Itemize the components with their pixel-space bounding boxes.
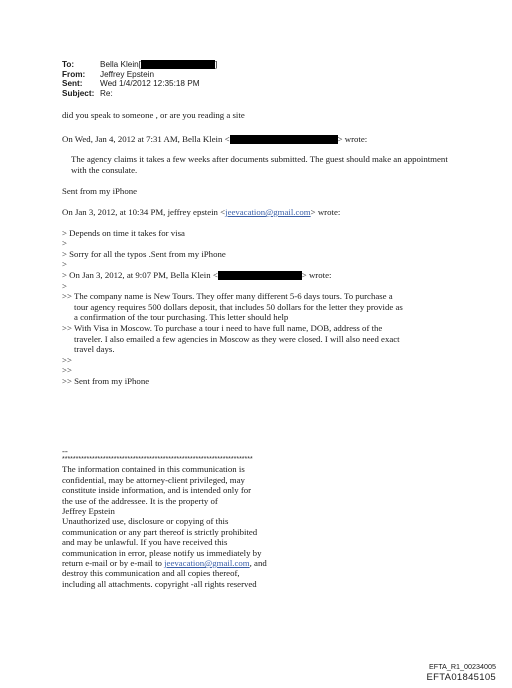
- double-quoted-line: a confirmation of the tour purchasing. This letter should help: [74, 312, 289, 323]
- email-link[interactable]: jeevacation@gmail.com: [164, 558, 250, 569]
- signature-block: [62, 446, 362, 589]
- disclaimer-line: including all attachments. copyright -all rights reserved: [62, 578, 257, 589]
- sent-row: [62, 79, 217, 89]
- sent-from-iphone: Sent from my iPhone: [62, 186, 138, 197]
- redaction-box: [230, 135, 338, 144]
- disclaimer-line: and may be unlawful. If you have received this: [62, 537, 228, 548]
- email-body: [62, 110, 452, 386]
- disclaimer-line: destroy this communication and all copies thereof,: [62, 568, 240, 579]
- signature-stars: **********************************************************************: [62, 456, 253, 464]
- from-value: Jeffrey Epstein: [100, 69, 155, 79]
- to-row: [62, 60, 217, 70]
- redaction-box: [218, 271, 302, 280]
- quoted-header-end: > wrote:: [301, 269, 332, 280]
- to-label: To:: [62, 60, 75, 69]
- quoted-header-text: > On Jan 3, 2012, at 9:07 PM, Bella Klein <: [62, 269, 218, 280]
- disclaimer-line: constitute inside information, and is intended only for: [62, 485, 252, 496]
- quote-header-2-text: On Jan 3, 2012, at 10:34 PM, jeffrey epstein <: [62, 206, 226, 217]
- double-quoted-line: tour agency requires 500 dollars deposit, that includes 50 dollars for the letter they provide as: [74, 301, 403, 312]
- quote-header-1-end: > wrote:: [337, 133, 368, 144]
- email-link[interactable]: jeevacation@gmail.com: [225, 206, 311, 217]
- subject-label: Subject:: [62, 88, 95, 98]
- disclaimer-line: confidential, may be attorney-client privileged, may: [62, 474, 245, 485]
- double-quoted-line: traveler. I also emailed a few agencies in Moscow as they were closed. I will also need exact: [74, 333, 400, 344]
- signature-dashes: --: [62, 446, 68, 456]
- subject-value: Re:: [100, 88, 113, 98]
- quoted-line: > Depends on time it takes for visa: [62, 227, 185, 238]
- double-quoted-line: >>: [62, 354, 72, 365]
- quoted-line: [62, 270, 452, 281]
- disclaimer-line: communication or any part thereof is strictly prohibited: [62, 526, 258, 537]
- from-label: From:: [62, 69, 86, 79]
- bates-id-small: EFTA_R1_00234005: [429, 662, 496, 671]
- disclaimer-line: communication in error, please notify us immediately by: [62, 547, 262, 558]
- disclaimer-return-text: return e-mail or by e-mail to: [62, 558, 165, 569]
- subject-row: [62, 89, 217, 99]
- disclaimer-line: the use of the addressee. It is the property of: [62, 495, 218, 506]
- bates-id: EFTA01845105: [426, 672, 496, 683]
- double-quoted-line: travel days.: [74, 344, 115, 355]
- double-quoted-line: >> Sent from my iPhone: [62, 375, 150, 386]
- disclaimer-line: The information contained in this communication is: [62, 464, 245, 475]
- quote-header-2: [62, 207, 452, 218]
- quoted-line: >: [62, 259, 67, 270]
- double-quoted-line: >> With Visa in Moscow. To purchase a tour i need to have full name, DOB, address of the: [62, 322, 383, 333]
- redaction-box: [141, 60, 218, 69]
- quoted-line: >: [62, 280, 67, 291]
- agency-paragraph: The agency claims it takes a few weeks after documents submitted. The guest should make an appointment with the consulate.: [71, 154, 448, 175]
- quote-header-1: [62, 134, 452, 145]
- sent-value: Wed 1/4/2012 12:35:18 PM: [100, 79, 200, 89]
- to-value: Bella Klein[: [100, 60, 141, 69]
- quote-header-2-end: > wrote:: [310, 206, 341, 217]
- email-header: [62, 60, 217, 98]
- to-end: ]: [214, 60, 218, 69]
- double-quoted-line: >>: [62, 365, 72, 376]
- quoted-line: > Sorry for all the typos .Sent from my iPhone: [62, 248, 226, 259]
- quote-header-1-text: On Wed, Jan 4, 2012 at 7:31 AM, Bella Klein <: [62, 133, 230, 144]
- double-quoted-line: >> The company name is New Tours. They offer many different 5-6 days tours. To purchase a: [62, 291, 393, 302]
- from-row: [62, 70, 217, 80]
- disclaimer-line: Jeffrey Epstein: [62, 506, 115, 517]
- disclaimer-line: [62, 558, 362, 568]
- sent-label: Sent:: [62, 79, 83, 89]
- reply-line: did you speak to someone , or are you reading a site: [62, 110, 245, 120]
- disclaimer-line: Unauthorized use, disclosure or copying of this: [62, 516, 229, 527]
- disclaimer-return-end: , and: [249, 558, 267, 569]
- quoted-line: >: [62, 238, 67, 249]
